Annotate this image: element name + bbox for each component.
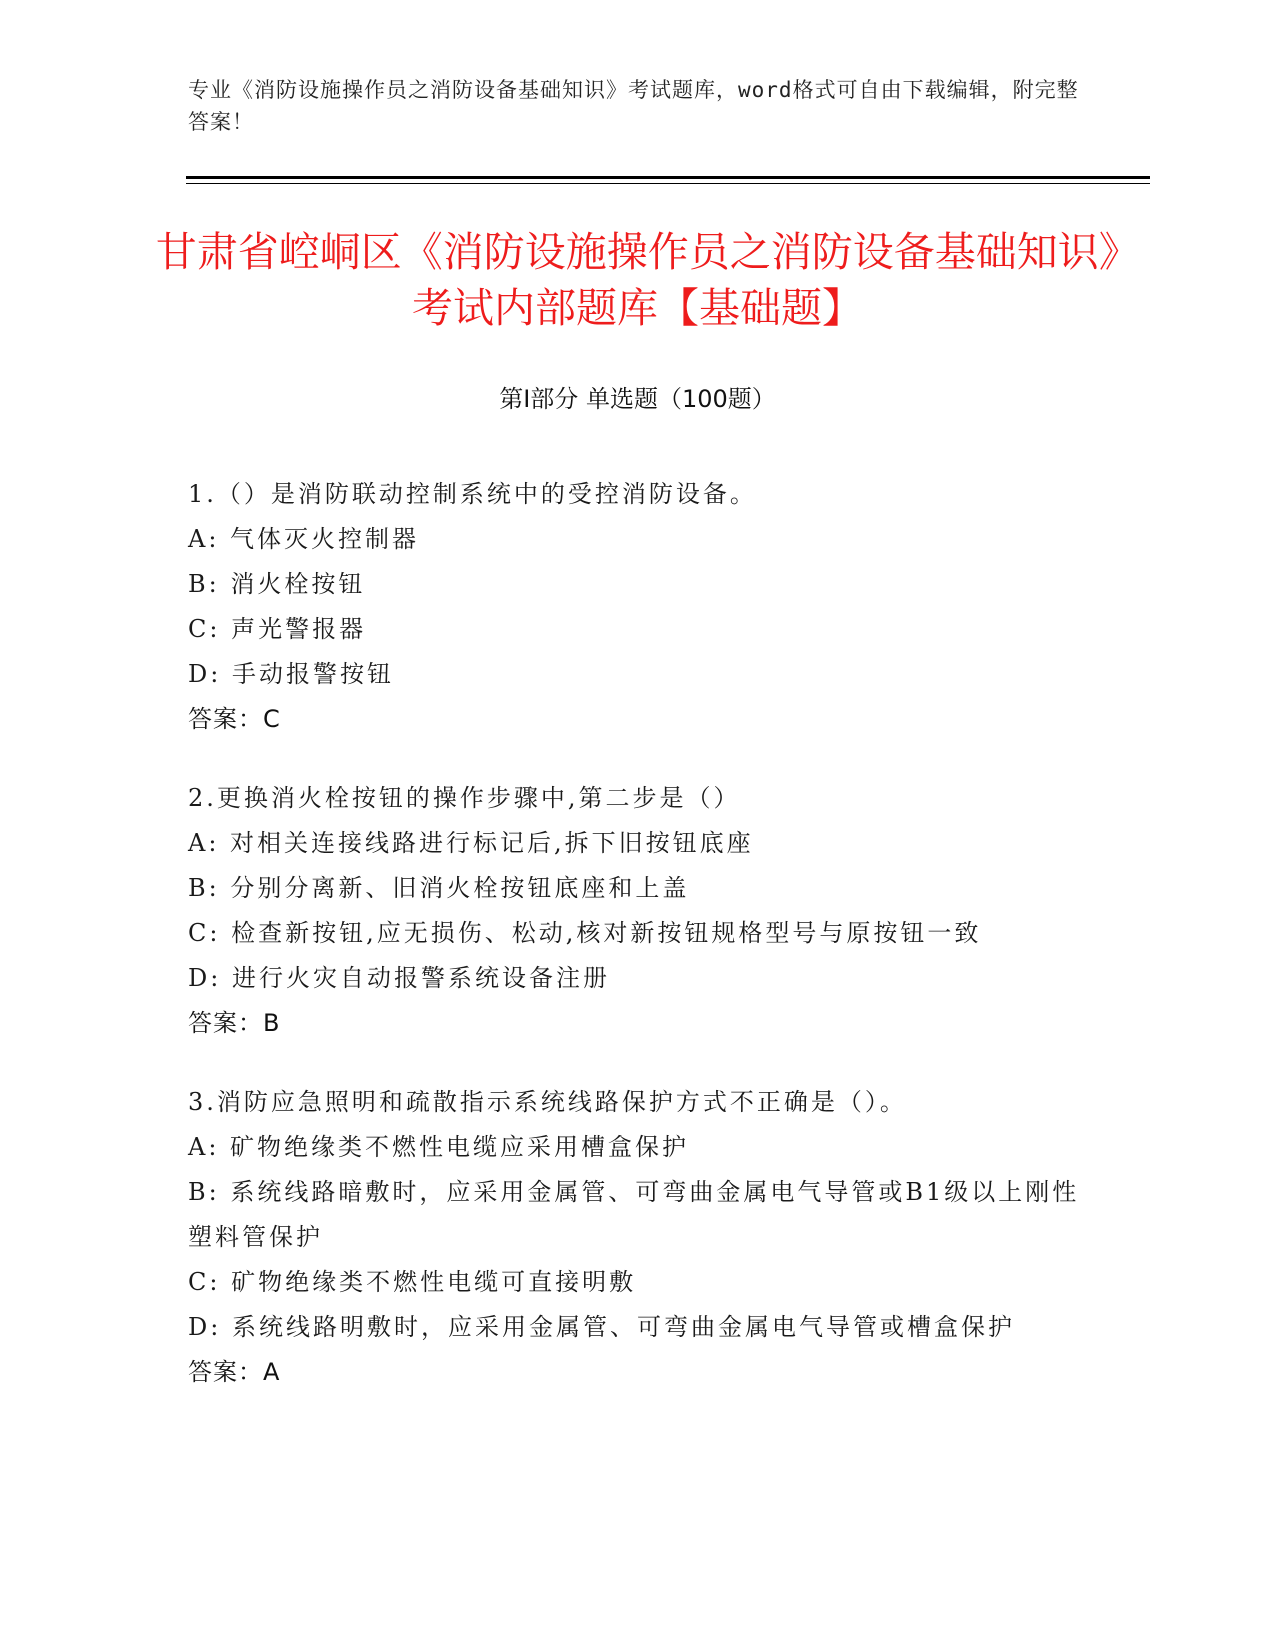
option-b: B: 系统线路暗敷时，应采用金属管、可弯曲金属电气导管或B1级以上刚性塑料管保护 (188, 1178, 1080, 1251)
answer-line: 答案：C (188, 705, 281, 733)
header-divider-thin (186, 183, 1150, 184)
option-c: C: 声光警报器 (188, 615, 367, 643)
document-title: 甘肃省崆峒区《消防设施操作员之消防设备基础知识》考试内部题库【基础题】 (155, 228, 1120, 332)
option-b: B: 分别分离新、旧消火栓按钮底座和上盖 (188, 874, 690, 902)
option-c: C: 矿物绝缘类不燃性电缆可直接明敷 (188, 1268, 637, 1296)
option-d: D: 进行火灾自动报警系统设备注册 (188, 964, 610, 992)
option-d: D: 手动报警按钮 (188, 660, 394, 688)
question-item (188, 776, 1088, 1046)
option-a: A: 矿物绝缘类不燃性电缆应采用槽盒保护 (188, 1133, 690, 1161)
answer-line: 答案：A (188, 1358, 281, 1386)
header-note: 专业《消防设施操作员之消防设备基础知识》考试题库，word格式可自由下载编辑，附完整答案！ (188, 78, 1079, 134)
option-c: C: 检查新按钮,应无损伤、松动,核对新按钮规格型号与原按钮一致 (188, 919, 982, 947)
question-item (188, 472, 1088, 742)
option-a: A: 气体灭火控制器 (188, 525, 420, 553)
option-d: D: 系统线路明敷时，应采用金属管、可弯曲金属电气导管或槽盒保护 (188, 1313, 1015, 1341)
question-list (188, 472, 1088, 1429)
question-stem: 1.（）是消防联动控制系统中的受控消防设备。 (188, 480, 757, 508)
section-heading: 第I部分 单选题（100题） (499, 385, 776, 413)
question-item (188, 1080, 1088, 1395)
option-b: B: 消火栓按钮 (188, 570, 366, 598)
question-stem: 3.消防应急照明和疏散指示系统线路保护方式不正确是（）。 (188, 1088, 907, 1116)
question-stem: 2.更换消火栓按钮的操作步骤中,第二步是（） (188, 784, 741, 812)
answer-line: 答案：B (188, 1009, 281, 1037)
option-a: A: 对相关连接线路进行标记后,拆下旧按钮底座 (188, 829, 754, 857)
header-divider-thick (186, 176, 1150, 179)
